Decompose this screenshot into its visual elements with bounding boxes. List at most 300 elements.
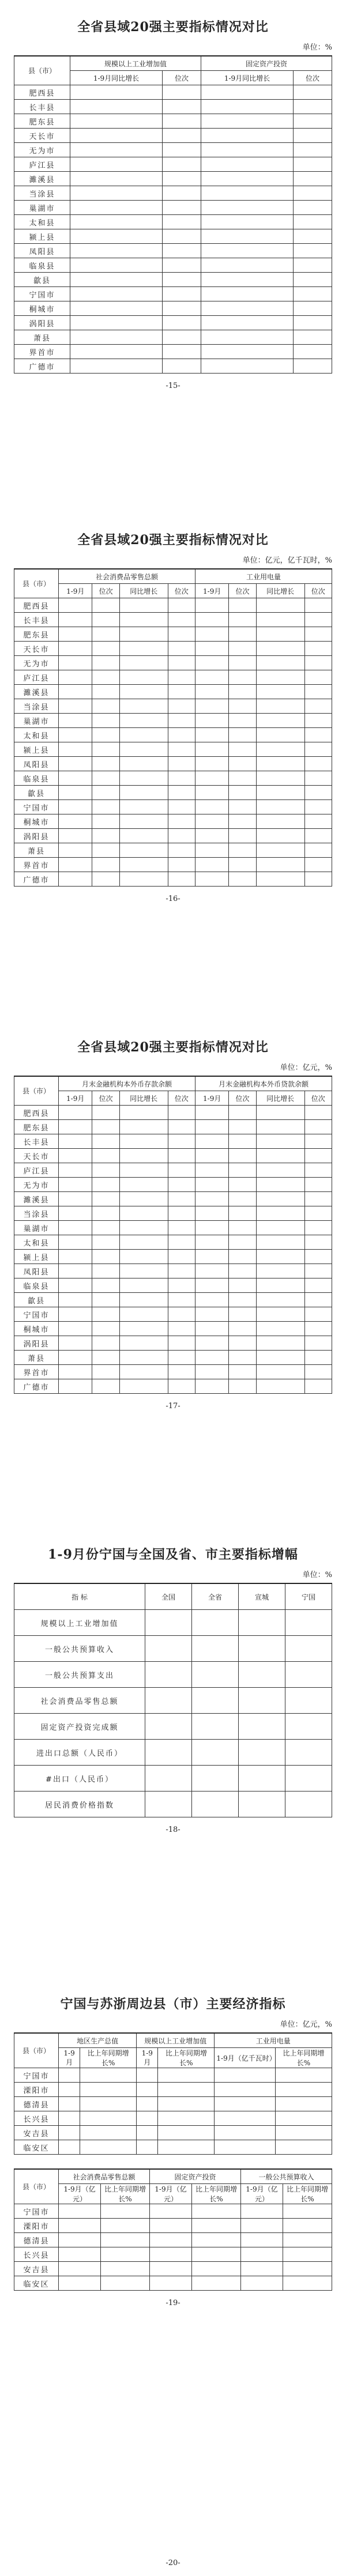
value-cell [119, 1134, 168, 1149]
header-gdp: 地区生产总值 [59, 2033, 137, 2048]
value-cell [168, 699, 195, 714]
row-label: 德清县 [14, 2097, 59, 2111]
value-cell [195, 685, 228, 699]
value-cell [168, 1178, 195, 1192]
value-cell [229, 1278, 256, 1293]
value-cell [195, 1206, 228, 1221]
table-row [14, 172, 332, 186]
value-cell [149, 2219, 191, 2233]
value-cell [195, 1178, 228, 1192]
value-cell [92, 670, 119, 685]
value-cell [304, 771, 332, 786]
value-cell [149, 2247, 191, 2262]
value-cell [195, 742, 228, 757]
value-cell [59, 1379, 92, 1394]
header-period: 1-9月 [59, 1091, 92, 1106]
value-cell [256, 1235, 304, 1250]
value-cell [229, 627, 256, 642]
value-cell [92, 1163, 119, 1178]
value-cell [285, 1662, 332, 1688]
table-row [14, 1178, 332, 1192]
header-rank: 位次 [229, 584, 256, 598]
value-cell [229, 642, 256, 656]
value-cell [201, 201, 294, 215]
table-row [14, 359, 332, 374]
value-cell [59, 1120, 92, 1134]
table-row [14, 1791, 332, 1817]
value-cell [119, 1379, 168, 1394]
value-cell [201, 316, 294, 330]
value-cell [285, 1688, 332, 1714]
value-cell [70, 345, 163, 359]
value-cell [80, 2068, 137, 2083]
value-cell [195, 613, 228, 627]
value-cell [256, 1293, 304, 1307]
value-cell [119, 1106, 168, 1120]
value-cell [59, 1336, 92, 1351]
value-cell [195, 858, 228, 872]
table-row [14, 627, 332, 642]
value-cell [70, 157, 163, 172]
table-row [14, 258, 332, 273]
value-cell [195, 1192, 228, 1206]
value-cell [119, 613, 168, 627]
value-cell [92, 858, 119, 872]
row-label: 歙县 [14, 1293, 59, 1307]
page-footer [0, 2551, 346, 2567]
header-province: 全省 [192, 1583, 239, 1610]
value-cell [229, 1351, 256, 1365]
row-label: 临泉县 [14, 771, 59, 786]
table-row [14, 2126, 332, 2140]
value-cell [168, 814, 195, 829]
table-row [14, 2276, 332, 2291]
header-industry: 规模以上工业增加值 [137, 2033, 215, 2048]
value-cell [168, 1351, 195, 1365]
value-cell [70, 143, 163, 157]
row-label: 一般公共预算支出 [14, 1662, 145, 1688]
table-row [14, 2204, 332, 2219]
value-cell [92, 598, 119, 613]
value-cell [240, 2219, 283, 2233]
unit-label: 单位：% [302, 1571, 332, 1579]
value-cell [92, 872, 119, 887]
value-cell [168, 714, 195, 728]
header-period: 1-9月（亿千瓦时） [215, 2048, 276, 2068]
value-cell [92, 757, 119, 771]
value-cell [304, 598, 332, 613]
header-county: 县（市） [14, 1076, 59, 1106]
value-cell [119, 642, 168, 656]
value-cell [304, 829, 332, 843]
value-cell [304, 627, 332, 642]
table-row [14, 2140, 332, 2155]
value-cell [163, 186, 201, 201]
value-cell [195, 1149, 228, 1163]
value-cell [229, 685, 256, 699]
value-cell [168, 1336, 195, 1351]
value-cell [195, 1336, 228, 1351]
value-cell [168, 771, 195, 786]
row-label: 长丰县 [14, 1134, 59, 1149]
table-row [14, 1322, 332, 1336]
value-cell [304, 1221, 332, 1235]
table-row [14, 1149, 332, 1163]
row-label: 萧县 [14, 843, 59, 858]
value-cell [201, 330, 294, 345]
value-cell [119, 685, 168, 699]
value-cell [304, 685, 332, 699]
value-cell [304, 1365, 332, 1379]
value-cell [304, 814, 332, 829]
value-cell [92, 1379, 119, 1394]
value-cell [192, 1662, 239, 1688]
table-row [14, 1120, 332, 1134]
value-cell [168, 742, 195, 757]
value-cell [256, 1192, 304, 1206]
table-row [14, 287, 332, 301]
page-title: 宁国与苏浙周边县（市）主要经济指标 [60, 1997, 286, 2012]
row-label: 界首市 [14, 858, 59, 872]
row-label: 歙县 [14, 273, 70, 287]
value-cell [137, 2097, 158, 2111]
value-cell [256, 829, 304, 843]
table-row [14, 1336, 332, 1351]
value-cell [256, 742, 304, 757]
header-rank: 位次 [168, 1091, 195, 1106]
value-cell [92, 1149, 119, 1163]
header-budget: 一般公共预算收入 [240, 2169, 332, 2184]
value-cell [304, 1106, 332, 1120]
row-label: 天长市 [14, 1149, 59, 1163]
row-label: 宁国市 [14, 2068, 59, 2083]
value-cell [163, 143, 201, 157]
table-row [14, 345, 332, 359]
header-rank: 位次 [168, 584, 195, 598]
value-cell [229, 814, 256, 829]
row-label: 肥西县 [14, 85, 70, 100]
header-county: 县（市） [14, 569, 59, 598]
header-retail: 社会消费品零售总额 [59, 2169, 150, 2184]
header-period: 1-9月（亿元） [149, 2184, 191, 2204]
value-cell [304, 800, 332, 814]
header-power: 工业用电量 [195, 569, 332, 584]
table-row [14, 186, 332, 201]
page-county-top20-industry-investment [0, 17, 346, 390]
value-cell [201, 301, 294, 316]
table-row [14, 201, 332, 215]
row-label: 进出口总额（人民币） [14, 1740, 145, 1766]
value-cell [59, 2126, 80, 2140]
value-cell [80, 2140, 137, 2155]
value-cell [195, 1120, 228, 1134]
row-label: 长兴县 [14, 2111, 59, 2126]
value-cell [240, 2276, 283, 2291]
value-cell [168, 656, 195, 670]
value-cell [168, 1293, 195, 1307]
header-xuancheng: 宣城 [239, 1583, 285, 1610]
value-cell [70, 129, 163, 143]
table-row [14, 1264, 332, 1278]
header-growth: 比上年同期增长% [283, 2184, 332, 2204]
row-label: 临安区 [14, 2276, 59, 2291]
value-cell [215, 2097, 276, 2111]
value-cell [304, 670, 332, 685]
value-cell [92, 771, 119, 786]
header-growth: 比上年同期增长% [80, 2048, 137, 2068]
value-cell [168, 728, 195, 742]
value-cell [195, 642, 228, 656]
value-cell [256, 642, 304, 656]
value-cell [168, 800, 195, 814]
value-cell [119, 1293, 168, 1307]
value-cell [201, 244, 294, 258]
value-cell [92, 1106, 119, 1120]
value-cell [119, 1149, 168, 1163]
value-cell [70, 316, 163, 330]
value-cell [201, 157, 294, 172]
table-row [14, 1766, 332, 1791]
table-row [14, 229, 332, 244]
value-cell [70, 258, 163, 273]
row-label: 宁国市 [14, 287, 70, 301]
indicator-table [14, 568, 332, 887]
header-deposit: 月末金融机构本外币存款余额 [59, 1076, 195, 1091]
value-cell [239, 1610, 285, 1636]
value-cell [294, 143, 332, 157]
value-cell [92, 843, 119, 858]
value-cell [92, 1235, 119, 1250]
value-cell [229, 1307, 256, 1322]
value-cell [195, 1134, 228, 1149]
value-cell [92, 1365, 119, 1379]
value-cell [191, 2262, 240, 2276]
page-number: -17- [166, 1402, 180, 1410]
value-cell [239, 1791, 285, 1817]
value-cell [201, 345, 294, 359]
value-cell [158, 2111, 215, 2126]
value-cell [70, 301, 163, 316]
value-cell [92, 1351, 119, 1365]
row-label: 太和县 [14, 215, 70, 229]
value-cell [195, 843, 228, 858]
value-cell [119, 656, 168, 670]
value-cell [119, 1351, 168, 1365]
value-cell [119, 728, 168, 742]
value-cell [294, 186, 332, 201]
value-cell [275, 2068, 332, 2083]
value-cell [119, 786, 168, 800]
value-cell [294, 359, 332, 374]
row-label: 临泉县 [14, 1278, 59, 1293]
value-cell [59, 2068, 80, 2083]
header-growth: 比上年同期增长% [191, 2184, 240, 2204]
value-cell [191, 2204, 240, 2219]
value-cell [119, 627, 168, 642]
header-period: 1-9月（亿元） [59, 2184, 101, 2204]
value-cell [256, 613, 304, 627]
value-cell [192, 1714, 239, 1740]
header-rank: 位次 [304, 1091, 332, 1106]
value-cell [294, 244, 332, 258]
value-cell [168, 1235, 195, 1250]
value-cell [59, 1307, 92, 1322]
row-label: 肥东县 [14, 1120, 59, 1134]
value-cell [92, 1278, 119, 1293]
value-cell [149, 2233, 191, 2247]
value-cell [256, 1178, 304, 1192]
table-row [14, 2111, 332, 2126]
value-cell [304, 786, 332, 800]
value-cell [149, 2262, 191, 2276]
header-county: 县（市） [14, 2033, 59, 2068]
value-cell [304, 757, 332, 771]
value-cell [70, 229, 163, 244]
value-cell [283, 2219, 332, 2233]
value-cell [229, 771, 256, 786]
value-cell [59, 771, 92, 786]
value-cell [59, 800, 92, 814]
value-cell [92, 742, 119, 757]
row-label: #出口（人民币） [14, 1766, 145, 1791]
value-cell [256, 699, 304, 714]
value-cell [163, 229, 201, 244]
value-cell [92, 800, 119, 814]
page-county-top20-retail-power [0, 530, 346, 903]
value-cell [168, 872, 195, 887]
table-row [14, 2233, 332, 2247]
value-cell [191, 2233, 240, 2247]
value-cell [168, 642, 195, 656]
value-cell [195, 1322, 228, 1336]
value-cell [59, 814, 92, 829]
value-cell [145, 1766, 192, 1791]
table-row [14, 2247, 332, 2262]
value-cell [229, 598, 256, 613]
value-cell [304, 613, 332, 627]
value-cell [119, 714, 168, 728]
value-cell [256, 598, 304, 613]
table-row [14, 1365, 332, 1379]
value-cell [229, 829, 256, 843]
value-cell [119, 1365, 168, 1379]
value-cell [137, 2083, 158, 2097]
row-label: 当涂县 [14, 699, 59, 714]
value-cell [215, 2083, 276, 2097]
table-row [14, 1235, 332, 1250]
value-cell [201, 287, 294, 301]
value-cell [256, 1264, 304, 1278]
header-industry: 规模以上工业增加值 [70, 56, 201, 71]
value-cell [201, 172, 294, 186]
table-row [14, 1163, 332, 1178]
value-cell [119, 829, 168, 843]
value-cell [240, 2247, 283, 2262]
value-cell [304, 1134, 332, 1149]
table-row [14, 1293, 332, 1307]
value-cell [59, 1206, 92, 1221]
value-cell [92, 613, 119, 627]
row-label: 颍上县 [14, 742, 59, 757]
value-cell [201, 143, 294, 157]
table-row [14, 1134, 332, 1149]
value-cell [59, 728, 92, 742]
value-cell [256, 872, 304, 887]
value-cell [195, 728, 228, 742]
row-label: 社会消费品零售总额 [14, 1688, 145, 1714]
value-cell [92, 685, 119, 699]
value-cell [92, 1322, 119, 1336]
value-cell [229, 1120, 256, 1134]
value-cell [195, 699, 228, 714]
value-cell [59, 872, 92, 887]
value-cell [256, 1206, 304, 1221]
unit-label: 单位：亿元，% [280, 1063, 332, 1072]
table-row [14, 800, 332, 814]
value-cell [119, 1250, 168, 1264]
row-label: 歙县 [14, 786, 59, 800]
value-cell [163, 172, 201, 186]
value-cell [59, 1149, 92, 1163]
value-cell [59, 1365, 92, 1379]
header-period: 1-9月 [59, 2048, 80, 2068]
value-cell [192, 1766, 239, 1791]
value-cell [119, 598, 168, 613]
value-cell [59, 1106, 92, 1120]
row-label: 巢湖市 [14, 1221, 59, 1235]
value-cell [195, 1235, 228, 1250]
value-cell [168, 685, 195, 699]
value-cell [229, 742, 256, 757]
value-cell [229, 1250, 256, 1264]
value-cell [195, 1365, 228, 1379]
value-cell [59, 699, 92, 714]
table-row [14, 1106, 332, 1120]
value-cell [168, 1134, 195, 1149]
value-cell [195, 1278, 228, 1293]
value-cell [195, 1163, 228, 1178]
table-row [14, 1610, 332, 1636]
value-cell [92, 1192, 119, 1206]
table-row [14, 2083, 332, 2097]
table-row [14, 2262, 332, 2276]
row-label: 长兴县 [14, 2247, 59, 2262]
value-cell [119, 814, 168, 829]
value-cell [80, 2097, 137, 2111]
value-cell [201, 215, 294, 229]
header-retail: 社会消费品零售总额 [59, 569, 195, 584]
table-row [14, 757, 332, 771]
value-cell [158, 2083, 215, 2097]
value-cell [294, 273, 332, 287]
row-label: 广德市 [14, 1379, 59, 1394]
value-cell [256, 814, 304, 829]
row-label: 濉溪县 [14, 172, 70, 186]
value-cell [92, 1250, 119, 1264]
value-cell [256, 771, 304, 786]
table-row [14, 1221, 332, 1235]
value-cell [168, 843, 195, 858]
table-row [14, 670, 332, 685]
row-label: 长丰县 [14, 613, 59, 627]
header-growth: 1-9月同比增长 [201, 71, 294, 85]
value-cell [304, 1336, 332, 1351]
page-title: 1-9月份宁国与全国及省、市主要指标增幅 [48, 1547, 298, 1562]
value-cell [229, 1163, 256, 1178]
value-cell [215, 2126, 276, 2140]
value-cell [229, 728, 256, 742]
value-cell [256, 670, 304, 685]
